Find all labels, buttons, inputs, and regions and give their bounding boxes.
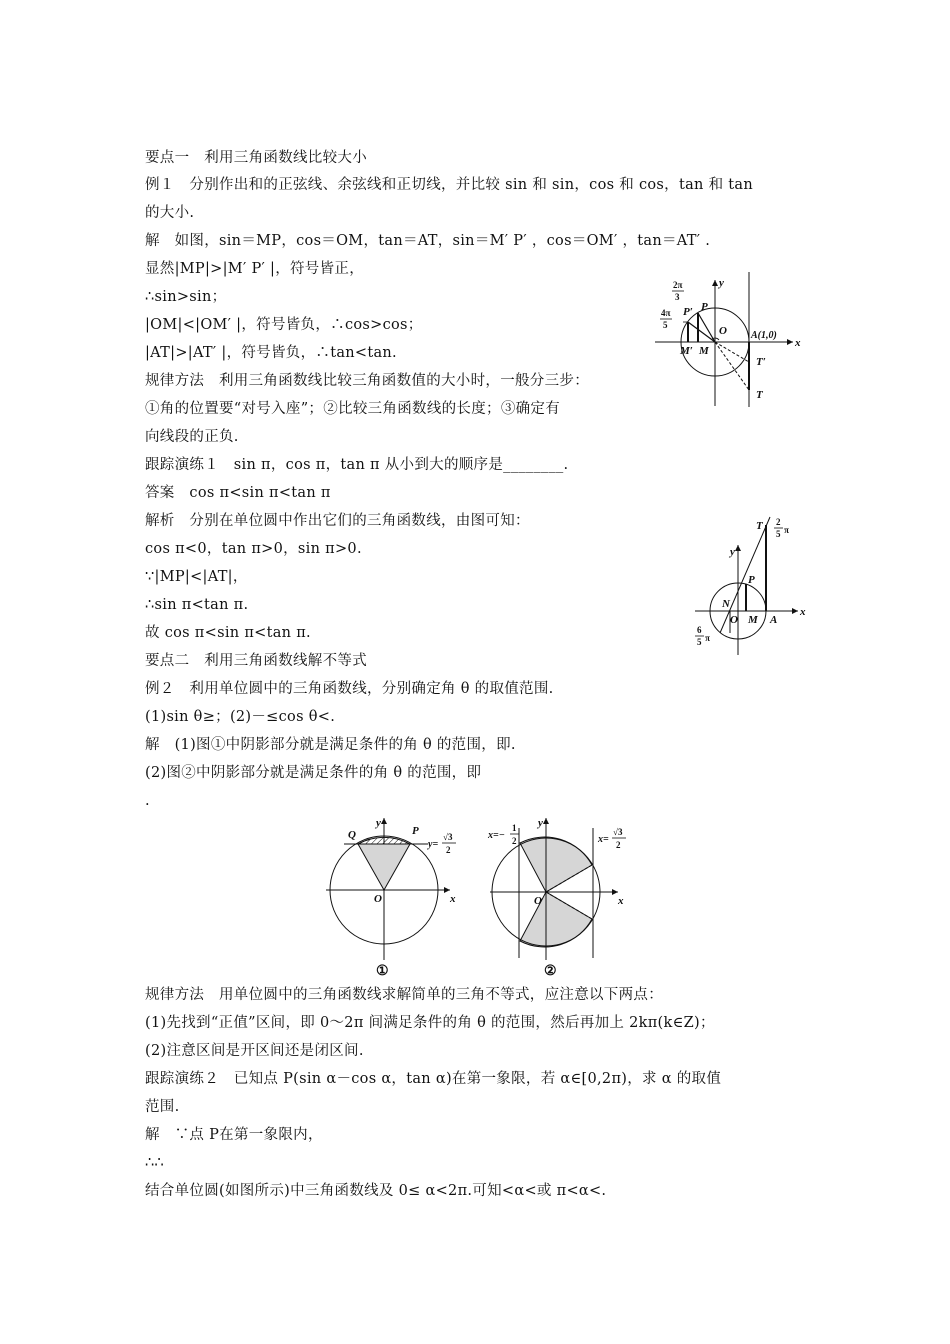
fig3-line-label: y= bbox=[428, 839, 439, 850]
method-note-2: 规律方法 用单位圆中的三角函数线求解简单的三角不等式，应注意以下两点： bbox=[145, 987, 663, 1003]
section-heading-2: 要点二 利用三角函数线解不等式 bbox=[145, 653, 367, 669]
solution-1-line: |OM|<|OM′ |，符号皆负，∴cos>cos； bbox=[145, 317, 423, 333]
practice-1-analysis: 解析 分别在单位圆中作出它们的三角函数线，由图可知： bbox=[145, 513, 530, 529]
fig3-line-num: √3 bbox=[443, 832, 453, 842]
fig4-y-label: y bbox=[538, 817, 543, 829]
practice-2-solution: 解 ∵点 P在第一象限内， bbox=[145, 1127, 323, 1143]
fig3-y-label: y bbox=[376, 817, 381, 829]
fig4-right-line-den: 2 bbox=[616, 840, 621, 850]
method-note-1: 规律方法 利用三角函数线比较三角函数值的大小时，一般分三步： bbox=[145, 373, 589, 389]
fig3-caption: ① bbox=[376, 964, 389, 979]
method-note-2-point-1: (1)先找到“正值”区间，即 0～2π 间满足条件的角 θ 的范围，然后再加上 2kπ(k∈Z)； bbox=[145, 1015, 715, 1031]
fig3-line-den: 2 bbox=[446, 845, 451, 855]
method-note-1-cont: 向线段的正负. bbox=[145, 429, 239, 445]
fig3-origin-label: O bbox=[374, 893, 382, 905]
fig1-point-t-prime: T′ bbox=[756, 356, 766, 368]
fig2-point-a: A bbox=[770, 614, 778, 626]
practice-1-analysis: 故 cos π<sin π<tan π. bbox=[145, 625, 311, 641]
section-heading-1: 要点一 利用三角函数线比较大小 bbox=[145, 150, 367, 166]
solution-1-line: 显然|MP|>|M′ P′ |，符号皆正， bbox=[145, 261, 364, 277]
fig2-angle-2-num: 6 bbox=[697, 625, 702, 635]
fig1-angle-1-num: 2π bbox=[673, 280, 683, 290]
fig4-caption: ② bbox=[544, 964, 557, 979]
fig1-angle-2-num: 4π bbox=[661, 308, 671, 318]
fig2-point-n: N bbox=[722, 598, 730, 610]
solution-1-line: 解 如图，sin＝MP，cos＝OM，tan＝AT，sin＝M′ P′ ，cos＝OM′ ，tan＝AT′ . bbox=[145, 233, 711, 249]
practice-2-solution: 结合单位圆(如图所示)中三角函数线及 0≤ α<2π.可知<α<或 π<α<. bbox=[145, 1183, 607, 1199]
fig2-angle-2-den: 5 bbox=[697, 637, 702, 647]
solution-2-line: 解 (1)图①中阴影部分就是满足条件的角 θ 的范围，即. bbox=[145, 737, 516, 753]
fig4-left-line-label: x=− bbox=[488, 830, 505, 841]
practice-2-question-cont: 范围. bbox=[145, 1099, 180, 1115]
solution-2-line: (2)图②中阴影部分就是满足条件的角 θ 的范围，即 bbox=[145, 765, 482, 781]
unit-circle-figure-1 bbox=[655, 272, 805, 410]
fig1-point-p: P bbox=[701, 301, 708, 313]
fig2-point-m: M bbox=[748, 614, 758, 626]
fig1-point-m: M bbox=[699, 345, 709, 357]
fig2-angle-1-den: 5 bbox=[776, 529, 781, 539]
method-note-2-point-2: (2)注意区间是开区间还是闭区间. bbox=[145, 1043, 364, 1059]
fig1-point-m-prime: M′ bbox=[680, 345, 693, 357]
practice-2-question: 跟踪演练２ 已知点 P(sin α－cos α，tan α)在第一象限，若 α∈[0,2π)，求 α 的取值 bbox=[145, 1071, 722, 1087]
fig1-point-t: T bbox=[756, 389, 763, 401]
fig2-angle-2-pi: π bbox=[705, 633, 710, 643]
solution-1-line: |AT|>|AT′ |，符号皆负，∴tan<tan. bbox=[145, 345, 397, 361]
fig2-y-label: y bbox=[730, 546, 735, 558]
fig1-angle-1-den: 3 bbox=[675, 292, 680, 302]
example-2-text: 例２ 利用单位圆中的三角函数线，分别确定角 θ 的取值范围. bbox=[145, 681, 554, 697]
fig1-y-label: y bbox=[719, 277, 724, 289]
practice-2-solution: ∴∴ bbox=[145, 1155, 165, 1171]
practice-1-analysis: ∴sin π<tan π. bbox=[145, 597, 249, 613]
fig3-point-p: P bbox=[412, 825, 419, 837]
example-2-parts: (1)sin θ≥；(2)－≤cos θ<. bbox=[145, 709, 336, 725]
fig4-left-line-den: 2 bbox=[512, 836, 517, 846]
fig1-origin-label: O bbox=[719, 325, 727, 337]
solution-2-line: . bbox=[145, 793, 150, 809]
fig1-point-p-prime: P′ bbox=[683, 306, 693, 318]
practice-1-question: 跟踪演练１ sin π，cos π，tan π 从小到大的顺序是________. bbox=[145, 457, 569, 473]
fig4-right-line-label: x= bbox=[598, 834, 609, 845]
fig4-origin-label: O bbox=[534, 895, 542, 907]
unit-circle-figure-3 bbox=[318, 812, 468, 980]
fig2-point-t: T bbox=[756, 520, 763, 532]
unit-circle-figure-2 bbox=[690, 515, 810, 657]
fig4-x-label: x bbox=[618, 895, 624, 907]
fig3-x-label: x bbox=[450, 893, 456, 905]
fig3-point-q: Q bbox=[348, 829, 356, 841]
example-1-text: 例１ 分别作出和的正弦线、余弦线和正切线，并比较 sin 和 sin，cos 和 cos，tan 和 tan bbox=[145, 177, 753, 193]
practice-1-analysis: ∵|MP|<|AT|， bbox=[145, 569, 248, 585]
fig2-x-label: x bbox=[800, 606, 806, 618]
fig2-angle-1-pi: π bbox=[784, 525, 789, 535]
fig1-point-a: A(1,0) bbox=[751, 330, 777, 341]
example-1-text-cont: 的大小. bbox=[145, 205, 195, 221]
practice-1-analysis: cos π<0，tan π>0，sin π>0. bbox=[145, 541, 362, 557]
solution-1-line: ∴sin>sin； bbox=[145, 289, 227, 305]
unit-circle-figure-4 bbox=[486, 812, 636, 980]
fig4-right-line-num: √3 bbox=[613, 827, 623, 837]
fig1-x-label: x bbox=[795, 337, 801, 349]
fig2-point-p: P bbox=[748, 574, 755, 586]
method-note-1-cont: ①角的位置要“对号入座”；②比较三角函数线的长度；③确定有 bbox=[145, 401, 561, 417]
practice-1-answer: 答案 cos π<sin π<tan π bbox=[145, 485, 331, 501]
fig4-left-line-num: 1 bbox=[512, 823, 517, 833]
fig2-origin-label: O bbox=[730, 614, 738, 626]
fig2-angle-1-num: 2 bbox=[776, 517, 781, 527]
fig1-angle-2-den: 5 bbox=[663, 320, 668, 330]
